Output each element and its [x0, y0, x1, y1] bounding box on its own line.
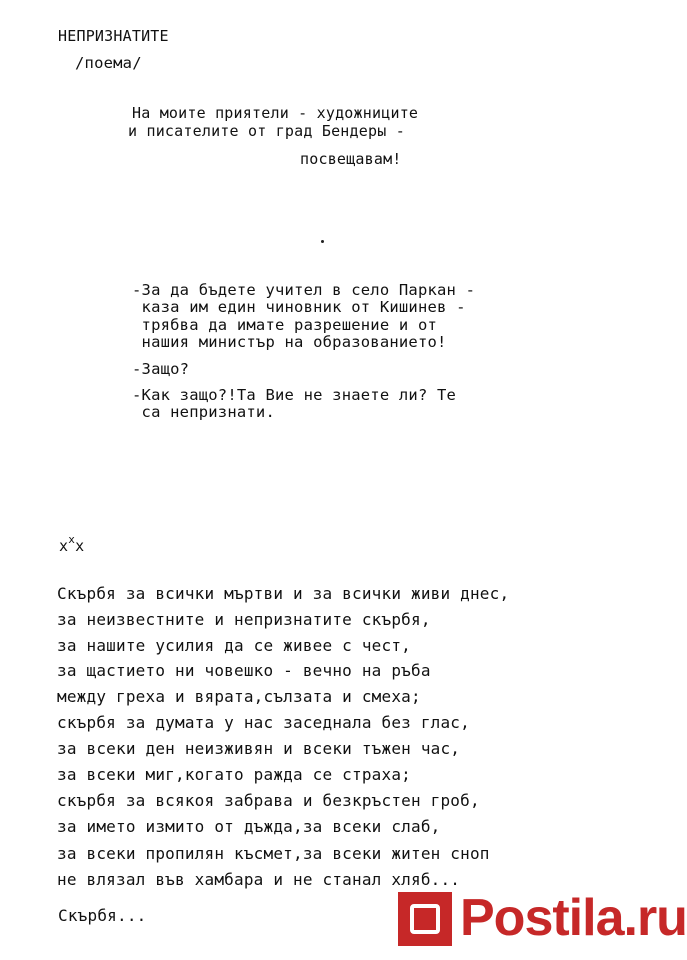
- poem-line-4: за щастието ни човешко - вечно на ръба: [57, 661, 431, 680]
- watermark-text: Postila.ru: [460, 889, 687, 947]
- poem-line-12: не влязал във хамбара и не станал хляб...: [57, 870, 461, 889]
- separator-left: x: [59, 537, 69, 555]
- dialog-line-3: трябва да имате разрешение и от: [132, 316, 438, 334]
- dialog-line-5: -Защо?: [132, 360, 190, 378]
- poem-line-8: за всеки миг,когато ражда се страха;: [57, 765, 411, 784]
- poem-line-1: Скърбя за всички мъртви и за всички живи днес,: [57, 584, 510, 603]
- poem-line-6: скърбя за думата у нас заседнала без глас,: [57, 713, 470, 732]
- poem-line-2: за неизвестните и непризнатите скърбя,: [57, 610, 431, 629]
- postila-watermark: [398, 884, 687, 954]
- postila-logo-icon: [398, 892, 452, 946]
- poem-line-7: за всеки ден неизживян и всеки тъжен час,: [57, 739, 461, 758]
- dialog-line-7: са непризнати.: [132, 403, 275, 421]
- separator-right: x: [75, 537, 85, 555]
- poem-line-3: за нашите усилия да се живее с чест,: [57, 636, 411, 655]
- poem-line-5: между греха и вярата,сълзата и смеха;: [57, 687, 421, 706]
- dialog-line-2: каза им един чиновник от Кишинев -: [132, 298, 466, 316]
- separator-top: x: [68, 533, 76, 546]
- page-subtitle: /поема/: [75, 54, 142, 72]
- page-title: НЕПРИЗНАТИТЕ: [58, 27, 169, 45]
- stray-dot: [321, 240, 324, 243]
- poem-closing: Скърбя...: [58, 906, 147, 925]
- dedication-line-1: На моите приятели - художниците: [132, 104, 419, 122]
- poem-line-11: за всеки пропилян късмет,за всеки житен сноп: [57, 844, 490, 863]
- dialog-line-6: -Как защо?!Та Вие не знаете ли? Те: [132, 386, 457, 404]
- dedication-line-2: и писателите от град Бендеры -: [128, 122, 405, 140]
- poem-line-9: скърбя за всякоя забрава и безкръстен гроб,: [57, 791, 480, 810]
- dialog-line-1: -За да бъдете учител в село Паркан -: [132, 281, 476, 299]
- section-separator: [59, 533, 84, 555]
- dedication-line-3: посвещавам!: [300, 150, 402, 168]
- dialog-line-4: нашия министър на образованието!: [132, 333, 447, 351]
- poem-line-10: за името измито от дъжда,за всеки слаб,: [57, 817, 441, 836]
